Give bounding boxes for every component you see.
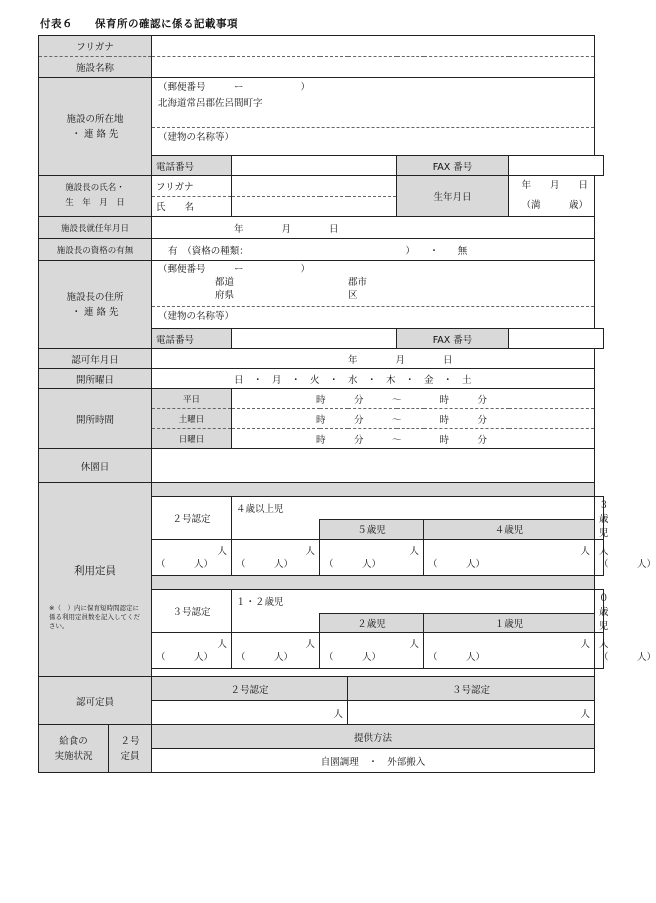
director-address-field[interactable]: [152, 261, 595, 329]
unit-person-paren: （ 人）: [156, 651, 214, 663]
location-label-line2: ・ 連 絡 先: [71, 128, 119, 140]
unit-person: 人: [580, 638, 591, 650]
appointment-date-field[interactable]: 年 月 日: [152, 217, 595, 239]
capacity-label: 利用定員: [74, 564, 116, 577]
director-postal-line: （郵便番号 ー ）: [158, 264, 311, 275]
unit-person-paren: （ 人）: [236, 651, 294, 663]
director-label: [39, 176, 152, 217]
unit-person-paren: （ 人）: [428, 651, 486, 663]
postal-code-line: （郵便番号 ー ）: [158, 82, 311, 93]
age4plus-total-field[interactable]: [232, 540, 320, 576]
age12-spacer: [232, 613, 320, 632]
unit-person: 人: [580, 545, 591, 557]
address-text: 北海道常呂郡佐呂間町字: [158, 98, 263, 109]
meal-cert-line2: 定員: [120, 750, 140, 762]
age12-label: １・２歳児: [232, 590, 595, 614]
meal-label: [39, 725, 109, 773]
age3-label: ３歳児: [595, 497, 604, 540]
capacity-label-cell: [39, 483, 152, 677]
approved-capacity-label: 認可定員: [39, 677, 152, 725]
location-label: [39, 78, 152, 176]
director-pref-line: 都道 郡市: [158, 277, 368, 288]
unit-person: 人: [217, 545, 227, 557]
meal-cert-line1: ２号: [120, 735, 140, 747]
capacity-spacer-top: [152, 483, 595, 497]
director-pref-line2: 府県 区: [158, 290, 358, 301]
age2-field[interactable]: [320, 633, 424, 669]
unit-person-paren: （ 人）: [324, 558, 382, 570]
hours-day-weekday: 平日: [152, 389, 232, 409]
approved-cert2-label: ２号認定: [152, 677, 348, 701]
capacity-spacer-mid: [152, 576, 595, 590]
approved-cert2-field[interactable]: 人: [152, 701, 348, 725]
meal-label-line1: 給食の: [59, 735, 88, 747]
capacity-note: ※（ ）内に保育短時間認定に係る利用定員数を記入してください。: [49, 603, 140, 630]
hours-sunday-field[interactable]: 時 分 ～ 時 分: [232, 429, 595, 449]
age5-field[interactable]: [320, 540, 424, 576]
tel-field[interactable]: [232, 156, 397, 176]
building-name-line: （建物の名称等）: [152, 127, 594, 146]
approval-date-label: 認可年月日: [39, 349, 152, 369]
director-name-field[interactable]: [232, 196, 397, 217]
age3-field[interactable]: 人 （ 人）: [595, 540, 604, 576]
director-address-label: [39, 261, 152, 349]
qualification-field[interactable]: 有 （資格の種類： ） ・ 無: [152, 239, 595, 261]
age12-total-field[interactable]: [232, 633, 320, 669]
approval-date-field[interactable]: 年 月 日: [152, 349, 595, 369]
hours-day-saturday: 土曜日: [152, 409, 232, 429]
age1-label: １歳児: [424, 613, 595, 632]
confirmation-form-table: [38, 35, 656, 773]
cert3-label: ３号認定: [152, 590, 232, 633]
fax-field[interactable]: [509, 156, 604, 176]
director-address-label-line1: 施設長の住所: [66, 291, 124, 303]
appointment-date-label: 施設長就任年月日: [39, 217, 152, 239]
birth-date-field[interactable]: [509, 176, 595, 217]
qualification-label: 施設長の資格の有無: [39, 239, 152, 261]
director-fax-label: FAX 番号: [397, 329, 509, 349]
unit-person: 人: [409, 638, 419, 650]
age4plus-label: ４歳以上児: [232, 497, 595, 520]
age4plus-spacer: [232, 519, 320, 539]
open-days-label: 開所曜日: [39, 369, 152, 389]
age2-label: ２歳児: [320, 613, 424, 632]
age4-label: ４歳児: [424, 519, 595, 539]
director-fax-field[interactable]: [509, 329, 604, 349]
furigana-label: フリガナ: [39, 36, 152, 57]
director-furigana-field[interactable]: [232, 176, 397, 197]
location-label-line1: 施設の所在地: [66, 113, 124, 125]
unit-person: 人: [217, 638, 227, 650]
unit-person-paren: （ 人）: [236, 558, 294, 570]
cert2-total-field[interactable]: [152, 540, 232, 576]
age0-field[interactable]: 人 （ 人）: [595, 633, 604, 669]
form-title: 付表６ 保育所の確認に係る記載事項: [40, 18, 238, 30]
meal-method-label: 提供方法: [152, 725, 595, 749]
meal-cert-label: [109, 725, 152, 773]
age4-field[interactable]: [424, 540, 595, 576]
birth-ymd: 年 月 日: [521, 180, 589, 191]
unit-person-paren: （ 人）: [428, 558, 486, 570]
open-days-field[interactable]: 日 ・ 月 ・ 火 ・ 水 ・ 木 ・ 金 ・ 土: [152, 369, 595, 389]
holiday-field[interactable]: [152, 449, 595, 483]
unit-person: 人: [305, 545, 315, 557]
fax-label: FAX 番号: [397, 156, 509, 176]
approved-cert3-label: ３号認定: [348, 677, 595, 701]
director-label-line2: 生 年 月 日: [65, 198, 125, 208]
director-furigana-label: フリガナ: [152, 176, 232, 197]
unit-person: 人: [409, 545, 419, 557]
age0-label: ０歳児: [595, 590, 604, 633]
birth-date-label: 生年月日: [397, 176, 509, 217]
meal-options-field[interactable]: 自園調理 ・ 外部搬入: [152, 749, 595, 773]
facility-name-label: 施設名称: [39, 57, 152, 78]
facility-name-field[interactable]: [152, 57, 595, 78]
birth-age: （満 歳）: [521, 200, 589, 211]
unit-person: 人: [305, 638, 315, 650]
director-address-label-line2: ・ 連 絡 先: [71, 306, 119, 318]
capacity-spacer-bottom: [152, 669, 595, 677]
hours-day-sunday: 日曜日: [152, 429, 232, 449]
director-tel-field[interactable]: [232, 329, 397, 349]
unit-person-paren: （ 人）: [156, 558, 214, 570]
meal-label-line2: 実施状況: [54, 750, 93, 762]
director-label-line1: 施設長の氏名・: [65, 183, 125, 193]
age1-field[interactable]: [424, 633, 595, 669]
director-name-label: 氏 名: [152, 196, 232, 217]
cert2-label: ２号認定: [152, 497, 232, 540]
director-building-line: （建物の名称等）: [152, 306, 594, 323]
hours-label: 開所時間: [39, 389, 152, 449]
unit-person-paren: （ 人）: [324, 651, 382, 663]
cert3-total-field[interactable]: [152, 633, 232, 669]
location-address-field[interactable]: [152, 78, 595, 156]
age5-label: ５歳児: [320, 519, 424, 539]
holiday-label: 休園日: [39, 449, 152, 483]
facility-furigana-field[interactable]: [152, 36, 595, 57]
hours-saturday-field[interactable]: 時 分 ～ 時 分: [232, 409, 595, 429]
approved-cert3-field[interactable]: 人: [348, 701, 595, 725]
director-tel-label: 電話番号: [152, 329, 232, 349]
tel-label: 電話番号: [152, 156, 232, 176]
hours-weekday-field[interactable]: 時 分 ～ 時 分: [232, 389, 595, 409]
